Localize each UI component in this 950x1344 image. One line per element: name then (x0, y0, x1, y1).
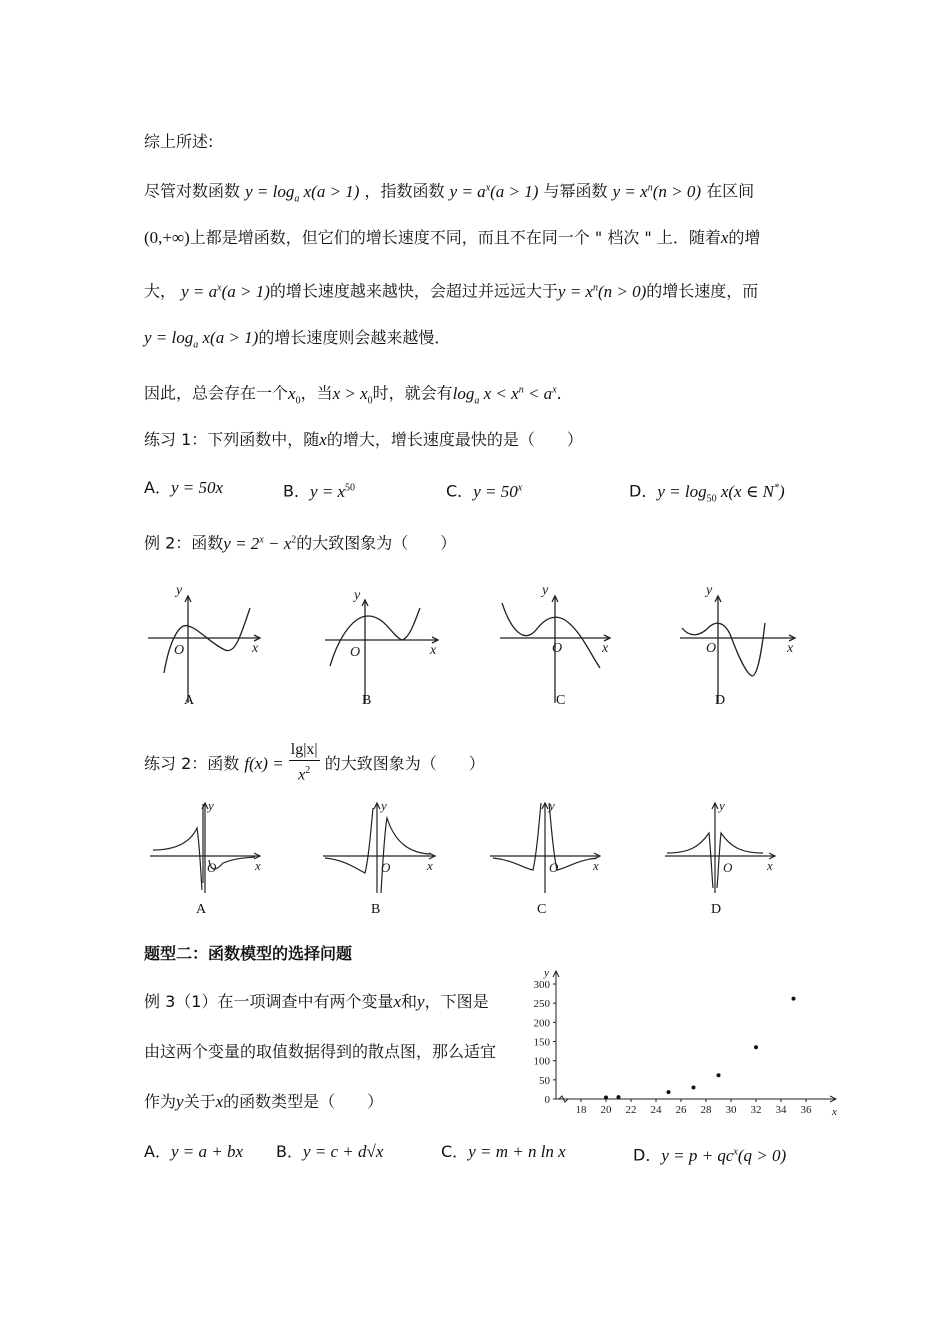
example2-question (144, 528, 456, 556)
exercise1-option-c: C．$y = 50^x$ (446, 481, 523, 501)
x-tick-label: 34 (775, 1104, 787, 1116)
svg-text:y: y (549, 798, 555, 813)
example3-option-d: D．$y = p + qc^x(q > 0)$ (633, 1145, 787, 1165)
y-tick-label: 100 (533, 1055, 550, 1068)
svg-text:x: x (255, 858, 261, 873)
svg-text:x: x (767, 858, 773, 873)
exercise2-graphs (145, 798, 785, 898)
text: 练习 1：下列函数中，随 (144, 430, 320, 449)
x-tick-label: 22 (625, 1104, 637, 1116)
fraction: $\frac{\lg|x|}{x^2}$ (290, 741, 318, 784)
y-tick-label: 200 (533, 1017, 550, 1030)
svg-text:O: O (174, 643, 185, 658)
exercise1-question (144, 428, 583, 452)
x-tick-label: 36 (800, 1104, 812, 1116)
math-expression: $y = 2^x - x^2$ (223, 533, 297, 553)
text: 的大致图象为（ ） (296, 533, 457, 553)
text: 的大致图象为（ ） (324, 754, 485, 774)
text: 上都是增函数，但它们的增长速度不同，而且不在同一个 " 档次 " 上．随着 (189, 228, 721, 247)
text: 的增大，增长速度最快的是（ ） (326, 430, 583, 449)
svg-text:O: O (552, 641, 563, 656)
y-tick-label: 0 (544, 1094, 550, 1106)
para1-line3 (144, 276, 758, 304)
exercise1-option-d: D．$y = \log_{50} x(x$ ∈ N*) (629, 481, 785, 505)
y-axis-label: y (544, 967, 549, 979)
x-tick-label: 18 (575, 1104, 587, 1116)
scatter-point (717, 1073, 721, 1077)
text: 与幂函数 (543, 181, 608, 201)
graph-a (150, 803, 260, 893)
section-title: 题型二：函数模型的选择问题 (144, 944, 353, 963)
x-axis-label: x (832, 1106, 837, 1118)
caption-d: D (711, 902, 722, 917)
text: 的增长速度越来越快，会超过并远远大于 (269, 281, 558, 301)
graph-d (665, 803, 775, 893)
example3-line1: 例 3（1）在一项调查中有两个变量x和y，下图是 (144, 992, 489, 1011)
svg-text:y: y (208, 798, 214, 813)
scatter-point (754, 1045, 758, 1049)
math-log: $y = \log_a x(a > 1)$ (245, 181, 360, 205)
math-inequality: $\log_a x < x^n < a^x$ (452, 383, 557, 407)
scatter-point (692, 1086, 696, 1090)
exercise1-option-b: B．$y = x^{50}$ (283, 481, 356, 501)
exercise2-question (144, 742, 485, 787)
math-log: $y = \log_a x(a > 1)$ (144, 328, 259, 351)
svg-text:O: O (723, 860, 733, 875)
math-fx: f(x) = (244, 754, 284, 774)
math-power: $y = x^n(n > 0)$ (557, 281, 647, 301)
math-x: x (319, 430, 327, 449)
svg-text:x: x (593, 858, 599, 873)
graph-a (148, 596, 260, 703)
text: 的增长速度，而 (646, 281, 759, 301)
text: 因此，总会存在一个 (144, 383, 289, 403)
example3-option-c: C．y = m + n ln x (441, 1142, 566, 1161)
svg-text:x: x (427, 858, 433, 873)
caption-b: B (362, 693, 372, 708)
para1-line4 (144, 326, 450, 357)
scatter-point (604, 1095, 608, 1099)
text: 的增 (728, 228, 761, 247)
summary-heading: 综上所述: (144, 132, 214, 151)
svg-text:x: x (252, 641, 259, 656)
svg-text:x: x (430, 643, 437, 658)
svg-text:O: O (381, 860, 391, 875)
para1-line2 (144, 226, 760, 250)
caption-a: A (196, 902, 207, 917)
svg-text:y: y (176, 583, 183, 598)
graph-b (325, 600, 438, 703)
example3-line3: 作为y关于x的函数类型是（ ） (144, 1092, 384, 1111)
svg-text:x: x (787, 641, 794, 656)
scatter-point (617, 1095, 621, 1099)
math-exp: $y = a^x(a > 1)$ (449, 181, 539, 201)
scatter-point (667, 1090, 671, 1094)
y-tick-label: 300 (533, 979, 550, 991)
exercise1-option-a: A．y = 50x (144, 478, 224, 497)
x-tick-label: 32 (750, 1104, 762, 1116)
example3-option-a: A．y = a + bx (144, 1142, 243, 1161)
text: 的增长速度则会越来越慢． (258, 328, 451, 347)
svg-text:x: x (602, 641, 609, 656)
example3-line2: 由这两个变量的取值数据得到的散点图，那么适宜 (144, 1042, 497, 1061)
text: 例 2：函数 (144, 533, 224, 553)
svg-text:y: y (542, 583, 549, 598)
svg-text:O: O (350, 645, 361, 660)
graph-d (680, 596, 795, 703)
x-tick-label: 20 (600, 1104, 612, 1116)
scatter-chart (520, 966, 845, 1118)
text: ，当 (300, 383, 333, 403)
caption-d: D (715, 693, 726, 708)
y-tick-label: 50 (539, 1074, 550, 1087)
text: 大， (144, 281, 177, 301)
math-exp: $y = a^x(a > 1)$ (181, 281, 270, 301)
svg-text:y: y (719, 798, 725, 813)
svg-text:y: y (354, 588, 361, 603)
text: ，指数函数 (364, 181, 445, 201)
y-tick-label: 250 (533, 998, 550, 1011)
caption-b: B (371, 902, 381, 917)
graph-b (323, 803, 435, 893)
svg-text:O: O (549, 860, 559, 875)
graph-c (490, 803, 600, 893)
math-power: $y = x^n(n > 0)$ (612, 181, 701, 201)
svg-text:O: O (207, 860, 217, 875)
text: 练习 2：函数 (144, 754, 240, 774)
math-x: x (720, 228, 729, 247)
text: 尽管对数函数 (144, 181, 241, 201)
caption-a: A (184, 693, 195, 708)
x-tick-label: 30 (725, 1104, 737, 1116)
x-tick-label: 28 (700, 1104, 712, 1116)
y-tick-label: 150 (533, 1036, 550, 1049)
x-tick-label: 26 (675, 1104, 687, 1116)
para1-line1 (144, 176, 754, 211)
x-tick-label: 24 (650, 1104, 662, 1116)
math-cond: $x > x_0$ (332, 383, 373, 407)
text: ． (556, 383, 573, 403)
scatter-point (792, 997, 796, 1001)
para2 (144, 378, 573, 413)
svg-text:O: O (706, 641, 717, 656)
caption-c: C (537, 902, 547, 917)
math-x0: $x_0$ (288, 383, 301, 407)
text: 时，就会有 (372, 383, 453, 403)
svg-text:y: y (381, 798, 387, 813)
text: 在区间 (706, 181, 755, 201)
math-interval: (0,+∞) (144, 228, 190, 247)
example3-option-b: B．y = c + d√x (276, 1142, 384, 1161)
svg-text:y: y (706, 583, 713, 598)
caption-c: C (556, 693, 566, 708)
